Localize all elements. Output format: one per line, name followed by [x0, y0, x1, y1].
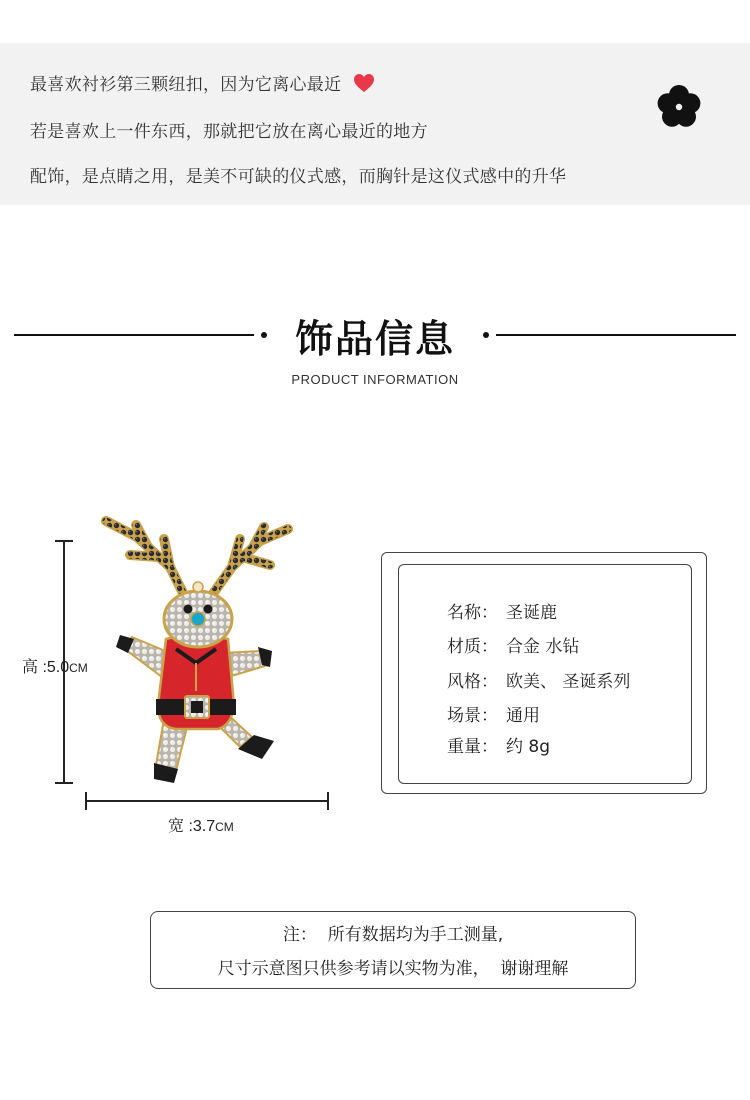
spec-occasion: 场景： 通用	[447, 706, 540, 726]
spec-style: 风格： 欧美、 圣诞系列	[447, 672, 631, 692]
section-title: 饰品信息	[294, 317, 455, 361]
title-rule-right	[496, 334, 736, 336]
section-subtitle: PRODUCT INFORMATION	[291, 372, 459, 387]
spec-weight: 重量： 约 8g	[447, 737, 551, 757]
width-tick-right	[327, 792, 329, 810]
title-dot-right	[483, 332, 489, 338]
spec-material: 材质： 合金 水钻	[447, 637, 580, 657]
banner-line-3: 配饰，是点睛之用，是美不可缺的仪式感，而胸针是这仪式感中的升华	[30, 167, 567, 187]
note-line-1: 注： 所有数据均为手工测量,	[282, 925, 504, 945]
reindeer-brooch-image	[92, 515, 302, 785]
intro-banner	[0, 43, 750, 205]
width-tick-left	[85, 792, 87, 810]
heart-icon	[353, 73, 375, 93]
spec-name: 名称： 圣诞鹿	[447, 603, 557, 623]
width-label: 宽 :3.7CM	[168, 818, 234, 835]
height-tick-top	[55, 540, 73, 542]
width-dimension-line	[86, 800, 328, 802]
height-tick-bottom	[55, 782, 73, 784]
flower-icon	[655, 83, 703, 131]
title-rule-left	[14, 334, 254, 336]
height-label: 高 :5.0CM	[22, 659, 88, 676]
note-line-2: 尺寸示意图只供参考请以实物为准， 谢谢理解	[217, 959, 569, 979]
banner-line-1: 最喜欢衬衫第三颗纽扣，因为它离心最近	[30, 70, 375, 95]
banner-line-2: 若是喜欢上一件东西，那就把它放在离心最近的地方	[30, 122, 428, 142]
